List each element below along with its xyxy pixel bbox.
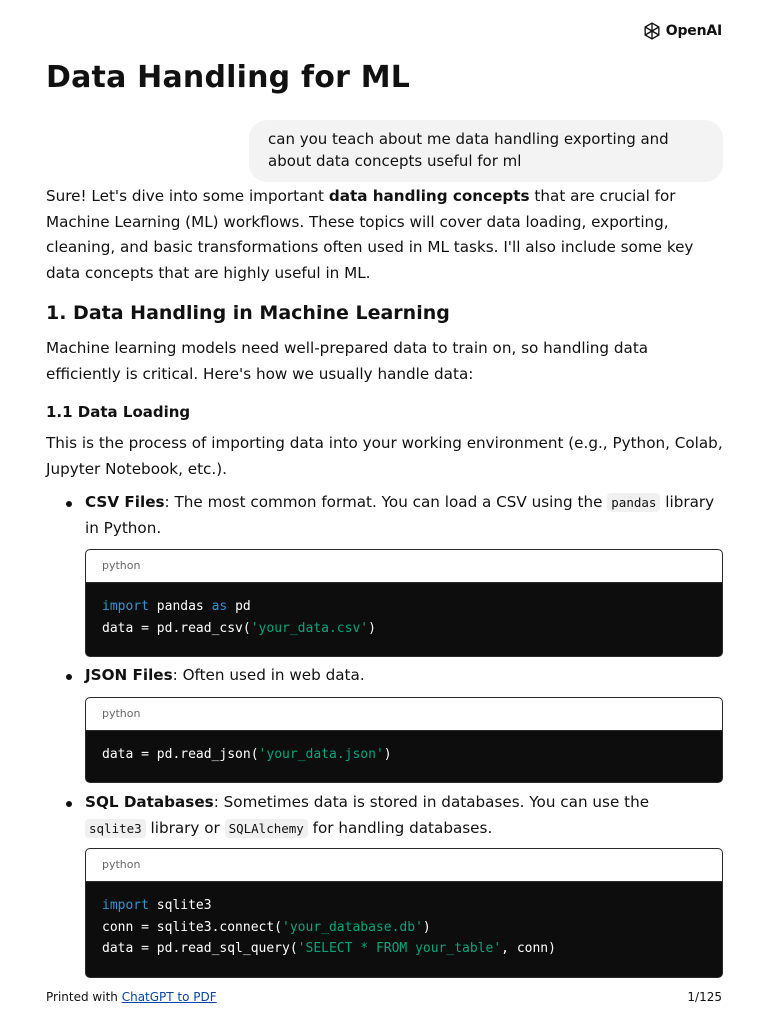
footer-text: Printed with	[46, 990, 122, 1004]
code-line	[102, 596, 706, 618]
inline-code: sqlite3	[85, 819, 146, 838]
list-item-body: : Often used in web data.	[172, 666, 365, 684]
list-item-label: CSV Files	[85, 493, 165, 511]
chatgpt-to-pdf-link[interactable]: ChatGPT to PDF	[121, 990, 217, 1004]
code-string: 'SELECT * FROM your_table'	[297, 941, 502, 956]
user-message-line-2: about data concepts useful for ml	[268, 152, 522, 170]
subsection-heading: 1.1 Data Loading	[46, 403, 191, 421]
intro-paragraph	[46, 184, 726, 286]
inline-code: pandas	[607, 493, 660, 512]
code-keyword: as	[211, 599, 228, 614]
openai-logo-icon	[642, 21, 662, 41]
list-item-body: for handling databases.	[307, 818, 493, 837]
code-token: )	[383, 747, 392, 762]
code-keyword: import	[102, 898, 149, 913]
code-token: )	[368, 620, 376, 636]
document-title: Data Handling for ML	[46, 60, 411, 95]
code-content	[86, 731, 722, 766]
code-token: data = pd.read_sql_query(	[102, 941, 298, 956]
user-message-line-1: can you teach about me data handling exporting and	[268, 130, 669, 148]
code-line	[102, 744, 706, 766]
code-language-label: python	[86, 849, 722, 882]
code-line	[102, 938, 706, 960]
list-item-text	[85, 790, 725, 841]
list-item-body: : The most common format. You can load a CSV using the	[164, 493, 608, 511]
bullet-dot	[66, 801, 72, 807]
section-heading: 1. Data Handling in Machine Learning	[46, 302, 450, 324]
code-token: pandas	[148, 599, 212, 614]
code-content	[86, 882, 722, 960]
code-content	[86, 583, 722, 639]
code-token: , conn)	[501, 941, 556, 956]
logo-text: OpenAI	[665, 23, 722, 39]
openai-logo	[642, 21, 722, 41]
list-item-body: library in Python.	[85, 493, 715, 537]
section-paragraph: Machine learning models need well-prepared data to train on, so handling data efficiently is critical. Here's how we usually handle data:	[46, 339, 649, 383]
code-language-label: python	[86, 698, 722, 731]
code-token: data = pd.read_json(	[102, 747, 259, 762]
code-block	[85, 549, 723, 657]
code-string: 'your_database.db'	[282, 919, 423, 935]
footer-printed-with	[46, 990, 217, 1004]
bullet-dot	[66, 674, 72, 680]
list-item-label: SQL Databases	[85, 793, 214, 811]
user-message-bubble	[249, 120, 723, 182]
code-line	[102, 917, 706, 939]
code-string: 'your_data.json'	[258, 747, 384, 762]
code-token: )	[422, 919, 431, 935]
code-token: data = pd.read_csv(	[102, 620, 251, 636]
subsection-paragraph: This is the process of importing data into your working environment (e.g., Python, Colab, Jupyter Notebook, etc.).	[46, 434, 723, 478]
code-token: sqlite3	[148, 898, 212, 913]
list-item-body: library or	[145, 818, 225, 837]
code-line	[102, 618, 706, 640]
list-item-body: : Sometimes data is stored in databases. You can use the	[213, 793, 650, 811]
list-item-text	[85, 490, 725, 541]
bullet-dot	[66, 501, 72, 507]
code-keyword: import	[102, 599, 149, 614]
code-block	[85, 848, 723, 978]
code-token: pd	[227, 599, 251, 614]
code-string: 'your_data.csv'	[250, 620, 369, 636]
code-language-label: python	[86, 550, 722, 583]
intro-bold: data handling concepts	[328, 187, 530, 205]
intro-suffix: that are crucial for Machine Learning (ML) workflows. These topics will cover data loading, exporting, cleaning, and basic transformations often used in ML tasks. I'll also include some key data concepts that are highly useful in ML.	[46, 187, 694, 282]
inline-code: SQLAlchemy	[225, 819, 308, 838]
code-token: conn = sqlite3.connect(	[102, 919, 283, 935]
code-line	[102, 895, 706, 917]
page-number: 1/125	[687, 990, 722, 1004]
code-block	[85, 697, 723, 783]
intro-prefix: Sure! Let's dive into some important	[46, 187, 329, 205]
list-item-label: JSON Files	[85, 666, 173, 684]
list-item-text	[85, 663, 725, 689]
